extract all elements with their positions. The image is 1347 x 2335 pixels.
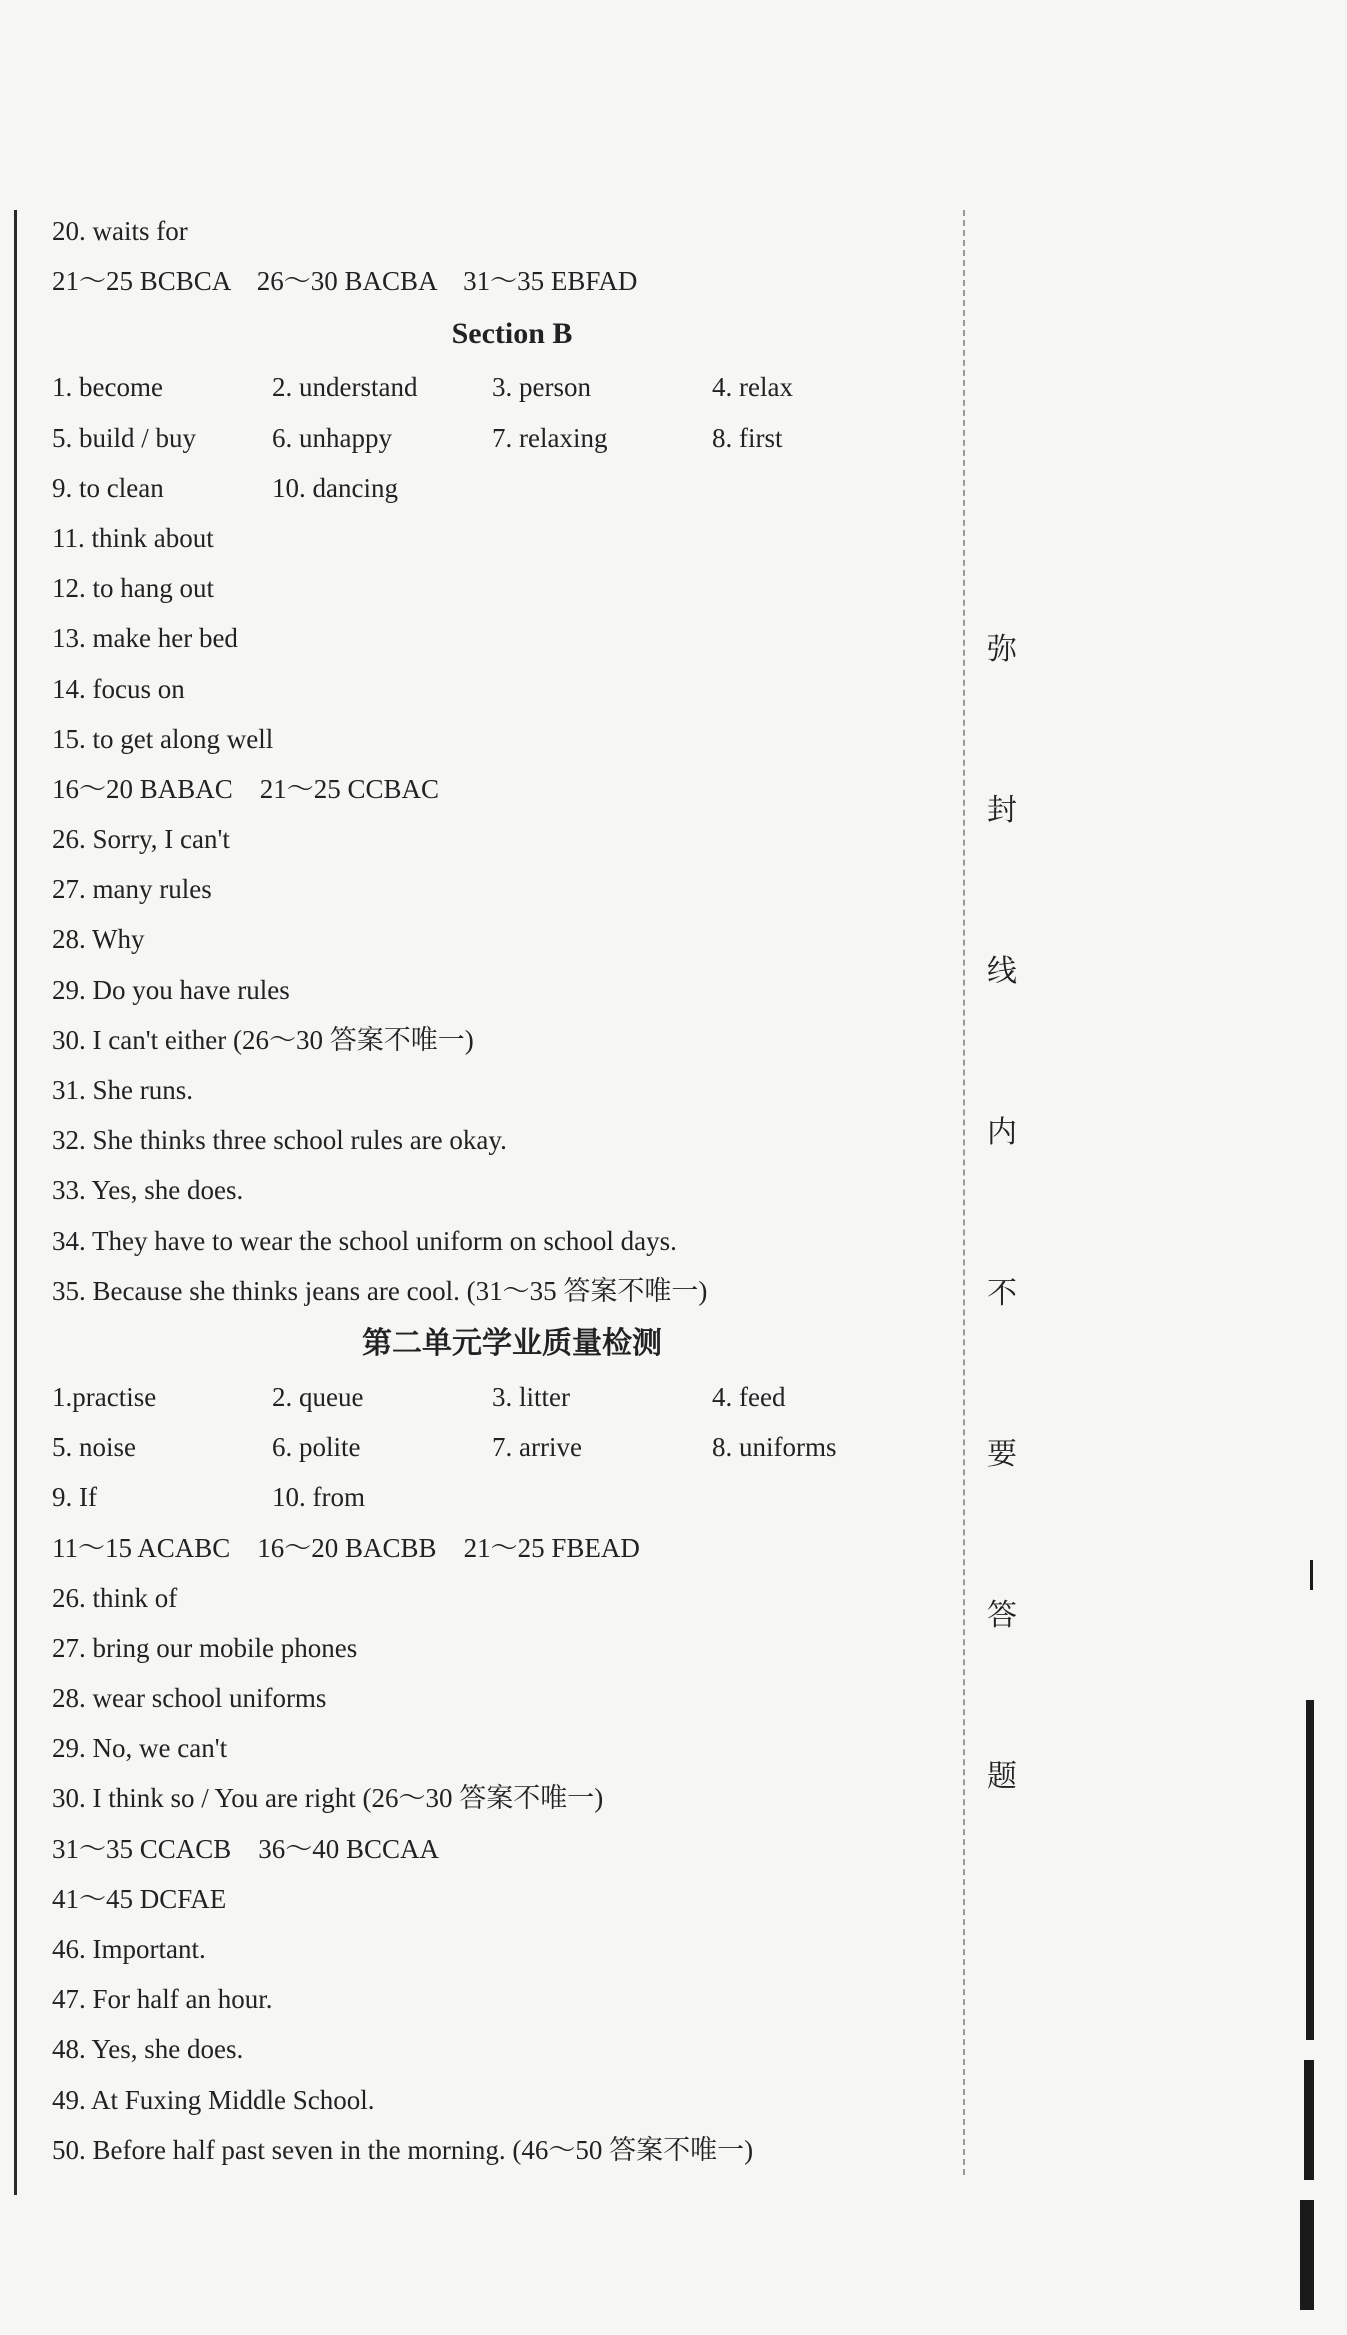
seal-char: 不 [987, 1276, 1017, 1311]
grid-cell: 8. uniforms [712, 1432, 837, 1463]
answer-line: 21～25 BCBCA 26～30 BACBA 31～35 EBFAD [52, 266, 638, 297]
section-b-title: Section B [451, 317, 573, 351]
answer-line: 14. focus on [52, 673, 185, 704]
answer-line: 11. think about [52, 522, 214, 553]
seal-char: 弥 [987, 632, 1017, 667]
grid-cell: 2. queue [272, 1381, 364, 1412]
right-edge-binding-marks [1300, 1560, 1314, 2320]
grid-cell: 6. unhappy [272, 422, 392, 453]
answer-line: 33. Yes, she does. [52, 1175, 244, 1206]
answer-line: 26. Sorry, I can't [52, 824, 230, 855]
answer-line: 29. No, we can't [52, 1733, 228, 1764]
answer-line: 12. to hang out [52, 573, 214, 604]
answer-line: 32. She thinks three school rules are okay. [52, 1125, 507, 1156]
grid-cell [712, 463, 932, 513]
binding-mark [1304, 2060, 1314, 2180]
seal-char: 封 [987, 793, 1017, 828]
answer-grid-row [52, 1472, 932, 1522]
answer-line: 30. I can't either (26～30 答案不唯一) [52, 1024, 474, 1055]
answer-line: 31～35 CCACB 36～40 BCCAA [52, 1833, 440, 1864]
answer-line: 49. At Fuxing Middle School. [52, 2084, 375, 2115]
answer-line: 26. think of [52, 1582, 178, 1613]
grid-cell: 9. If [52, 1482, 97, 1513]
grid-cell: 3. litter [492, 1381, 570, 1412]
answer-line: 27. many rules [52, 874, 212, 905]
grid-cell: 7. relaxing [492, 422, 608, 453]
answer-line: 27. bring our mobile phones [52, 1632, 358, 1663]
grid-cell: 3. person [492, 372, 591, 403]
answer-line: 46. Important. [52, 1934, 206, 1964]
grid-cell: 7. arrive [492, 1432, 582, 1463]
binding-mark [1310, 1560, 1313, 1590]
answer-grid-row [52, 463, 932, 513]
answer-line: 16～20 BABAC 21～25 CCBAC [52, 773, 440, 804]
answer-line: 50. Before half past seven in the morning. (46～50 答案不唯一) [52, 2134, 754, 2165]
grid-cell: 6. polite [272, 1432, 361, 1463]
grid-cell: 2. understand [272, 372, 418, 403]
seal-char: 答 [987, 1598, 1017, 1633]
grid-cell: 4. relax [712, 372, 793, 403]
answer-grid-row [52, 1422, 932, 1472]
answer-line: 48. Yes, she does. [52, 2034, 244, 2065]
grid-cell: 1.practise [52, 1381, 157, 1412]
seal-char: 线 [987, 954, 1017, 989]
seal-char: 要 [987, 1437, 1017, 1472]
answer-line: 11～15 ACABC 16～20 BACBB 21～25 FBEAD [52, 1532, 640, 1563]
answer-line: 28. Why [52, 924, 145, 955]
answer-grid-row [52, 362, 932, 412]
answer-content [52, 206, 932, 2175]
seal-char: 题 [987, 1759, 1017, 1794]
seal-char: 内 [987, 1115, 1017, 1150]
answer-line: 34. They have to wear the school uniform on school days. [52, 1225, 677, 1256]
grid-cell: 8. first [712, 422, 783, 453]
binding-mark [1306, 1700, 1314, 2040]
left-margin-rule [14, 210, 17, 2195]
answer-line: 31. She runs. [52, 1075, 193, 1105]
answer-line: 15. to get along well [52, 723, 274, 754]
answer-line: 20. waits for [52, 216, 188, 246]
answer-line: 30. I think so / You are right (26～30 答案不唯一) [52, 1783, 604, 1814]
unit2-title: 第二单元学业质量检测 [362, 1325, 662, 1361]
grid-cell [492, 463, 712, 513]
grid-cell [712, 1472, 932, 1522]
binding-mark [1300, 2200, 1314, 2310]
answer-line: 28. wear school uniforms [52, 1683, 327, 1714]
grid-cell: 5. build / buy [52, 422, 197, 453]
answer-line: 13. make her bed [52, 623, 238, 654]
answer-grid-row [52, 413, 932, 463]
grid-cell [492, 1472, 712, 1522]
grid-cell: 10. dancing [272, 472, 398, 503]
answer-line: 47. For half an hour. [52, 1984, 273, 2015]
grid-cell: 5. noise [52, 1432, 136, 1463]
answer-line: 35. Because she thinks jeans are cool. (31～35 答案不唯一) [52, 1275, 708, 1306]
answer-line: 29. Do you have rules [52, 974, 290, 1005]
grid-cell: 4. feed [712, 1381, 786, 1412]
grid-cell: 10. from [272, 1482, 365, 1513]
grid-cell: 9. to clean [52, 472, 164, 503]
answer-line: 41～45 DCFAE [52, 1883, 227, 1914]
answer-grid-row [52, 1372, 932, 1422]
grid-cell: 1. become [52, 372, 163, 403]
seal-line-dashed [963, 210, 965, 2175]
